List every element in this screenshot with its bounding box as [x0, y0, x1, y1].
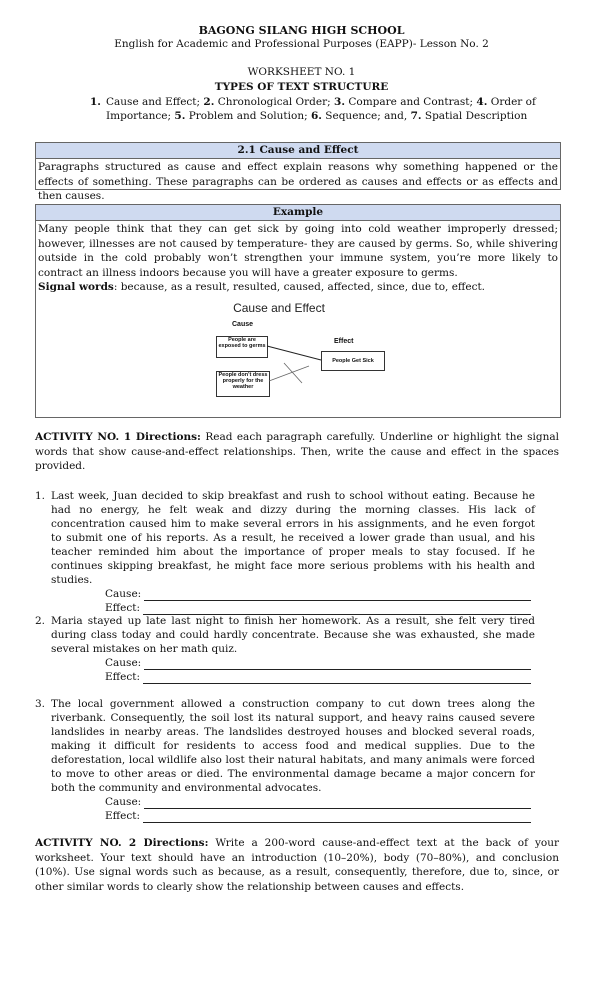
section-box — [35, 142, 561, 202]
diagram-cause-label: Cause — [232, 321, 254, 328]
diagram-effect-box: People Get Sick — [321, 351, 385, 371]
type-item: Order of Importance — [106, 96, 536, 122]
types-list: 1. Cause and Effect; 2. Chronological Order; 3. Compare and Contrast; 4. Order of Importance; 5. Problem and Solution; 6. Sequence; and, 7. Spatial Description — [90, 96, 536, 122]
type-item: Sequence — [325, 110, 378, 122]
cause-answer-row[interactable]: Cause: — [35, 587, 535, 601]
item-number: 2. — [35, 615, 46, 627]
diagram-title: Cause and Effect — [233, 301, 325, 315]
type-item: Chronological Order — [217, 96, 328, 108]
cause-answer-row[interactable]: Cause: — [35, 795, 535, 809]
activity2-text: Write a 200-word cause-and-effect text at the back of your worksheet. Your text should have an introduction (10–20%), body (70–80%), and conclusion (10%). Use signal words such as because, as a result, consequently, therefore, due to, since, or other similar words to clearly show the relationship between causes and effects. — [35, 837, 559, 893]
activity1-text: Read each paragraph carefully. Underline or highlight the signal words that show cause-and-effect relationships. Then, write the cause and effect in the spaces provided. — [35, 431, 559, 472]
item-paragraph: The local government allowed a construction company to cut down trees along the riverbank. Consequently, the soil lost its natural support, and heavy rains caused severe landslides in nearby areas. The landslides destroyed houses and blocked several roads, making it difficult for residents to access food and medical supplies. Due to the deforestation, local wildlife also lost their natural habitats, and many animals were forced to move to other areas or died. The environmental damage became a major concern for both the community and environmental advocates. — [51, 698, 535, 794]
activity1-label: ACTIVITY NO. 1 Directions: — [35, 431, 201, 443]
cause-effect-diagram — [204, 301, 404, 405]
cause-answer-line[interactable] — [144, 590, 531, 601]
worksheet-number: WORKSHEET NO. 1 — [247, 66, 356, 78]
activity-item — [35, 614, 535, 684]
example-box — [35, 204, 561, 418]
item-paragraph: Maria stayed up late last night to finish her homework. As a result, she felt very tired during class today and could hardly concentrate. Because she was exhausted, she made several mistakes on her math quiz. — [51, 615, 535, 655]
example-text: Many people think that they can get sick by going into cold weather improperly dressed; however, illnesses are not caused by temperature- they are caused by germs. So, while shivering outside in the cold probably won’t strengthen your immune system, you’re more likely to contract an illness indoors because you will have a greater exposure to germs. — [38, 223, 558, 279]
signal-words — [38, 280, 558, 295]
effect-answer-row[interactable]: Effect: — [35, 601, 535, 615]
effect-answer-row[interactable]: Effect: — [35, 670, 535, 684]
type-item: Compare and Contrast — [348, 96, 470, 108]
signal-label: Signal words — [38, 281, 114, 293]
diagram-cause-box: People are exposed to germs — [216, 336, 268, 358]
signal-list: : because, as a result, resulted, caused, affected, since, due to, effect. — [113, 281, 486, 293]
activity-item — [35, 697, 535, 823]
type-item: Problem and Solution — [188, 110, 305, 122]
cause-answer-line[interactable] — [144, 798, 531, 809]
activity1-directions — [35, 430, 559, 474]
diagram-connectors — [204, 301, 404, 405]
diagram-effect-label: Effect — [334, 338, 354, 345]
item-number: 1. — [35, 490, 46, 502]
types-title: TYPES OF TEXT STRUCTURE — [214, 81, 389, 93]
diagram-cause-box: People don't dress properly for the weather — [216, 371, 270, 397]
effect-answer-line[interactable] — [143, 812, 531, 823]
item-paragraph: Last week, Juan decided to skip breakfast and rush to school without eating. Because he had no energy, he felt weak and dizzy during the morning classes. His lack of concentration caused him to make several errors in his assignments, and he even forgot to submit one of his reports. As a result, he received a lower grade than usual, and his teacher reminded him about the importance of proper meals to stay focused. If he continues skipping breakfast, he might face more serious problems with his health and studies. — [51, 490, 535, 586]
lesson-subtitle: English for Academic and Professional Purposes (EAPP)- Lesson No. 2 — [114, 38, 489, 50]
type-item: Cause and Effect — [106, 96, 197, 108]
section-text: Paragraphs structured as cause and effect explain reasons why something happened or the effects of something. These paragraphs can be ordered as causes and effects or as effects and then causes. — [38, 161, 558, 202]
cause-answer-row[interactable]: Cause: — [35, 656, 535, 670]
type-item: Spatial Description — [424, 110, 528, 122]
activity-item — [35, 489, 535, 615]
effect-answer-row[interactable]: Effect: — [35, 809, 535, 823]
effect-answer-line[interactable] — [143, 673, 531, 684]
example-title: Example — [36, 205, 560, 221]
activity2-label: ACTIVITY NO. 2 Directions: — [35, 837, 209, 849]
section-title: 2.1 Cause and Effect — [36, 143, 560, 159]
school-name: BAGONG SILANG HIGH SCHOOL — [198, 24, 405, 37]
cause-answer-line[interactable] — [144, 659, 531, 670]
activity2-directions — [35, 836, 559, 894]
item-number: 3. — [35, 698, 46, 710]
